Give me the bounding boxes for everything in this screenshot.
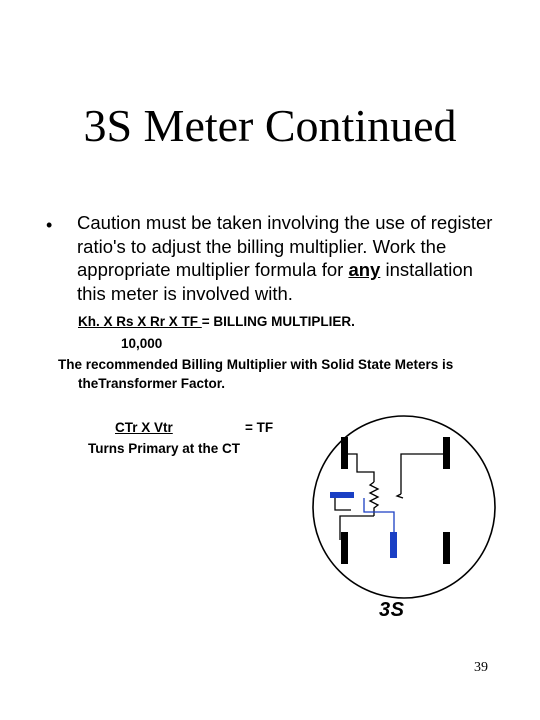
formula-result: = BILLING MULTIPLIER.: [201, 314, 355, 329]
diagram-label: 3S: [379, 599, 405, 621]
billing-multiplier-formula: [78, 313, 355, 330]
terminal-bottom-left: [341, 532, 348, 564]
bullet-marker: •: [46, 215, 53, 235]
terminal-top-left: [341, 437, 348, 469]
bullet-emphasis: any: [348, 259, 381, 280]
wire-top-left: [348, 454, 374, 482]
wire-top-right: [401, 454, 443, 494]
bullet-text-end: installation this meter is involved with.: [77, 259, 473, 304]
bullet-text-start: Caution must be taken involving the use of register ratio's to adjust the billing multiplier. Work the appropriate multiplier formula for: [77, 212, 493, 280]
terminal-bottom-right: [443, 532, 450, 564]
tf-numerator: CTr X Vtr: [115, 420, 173, 435]
blue-blade-vertical: [390, 532, 397, 558]
resistor-coil: [370, 482, 378, 516]
slide-title: 3S Meter Continued: [83, 100, 457, 151]
wire-blue-blade-left: [335, 498, 351, 510]
contact-mark: [397, 494, 403, 498]
formula-denominator: 10,000: [121, 336, 163, 351]
meter-3s-diagram: [305, 412, 505, 602]
formula-numerator: Kh. X Rs X Rr X TF: [78, 314, 202, 329]
tf-formula: [83, 419, 273, 436]
bullet-text: [77, 211, 497, 305]
note-line-2: theTransformer Factor.: [78, 376, 226, 391]
tf-denominator: Turns Primary at the CT: [88, 441, 241, 456]
note-line-1: The recommended Billing Multiplier with Solid State Meters is: [58, 357, 454, 372]
meter-base-circle: [313, 416, 495, 598]
page-number: 39: [474, 660, 488, 675]
blue-blade-horizontal: [330, 492, 354, 498]
wire-blue-link: [364, 498, 394, 532]
tf-result: = TF: [245, 420, 274, 435]
terminal-top-right: [443, 437, 450, 469]
